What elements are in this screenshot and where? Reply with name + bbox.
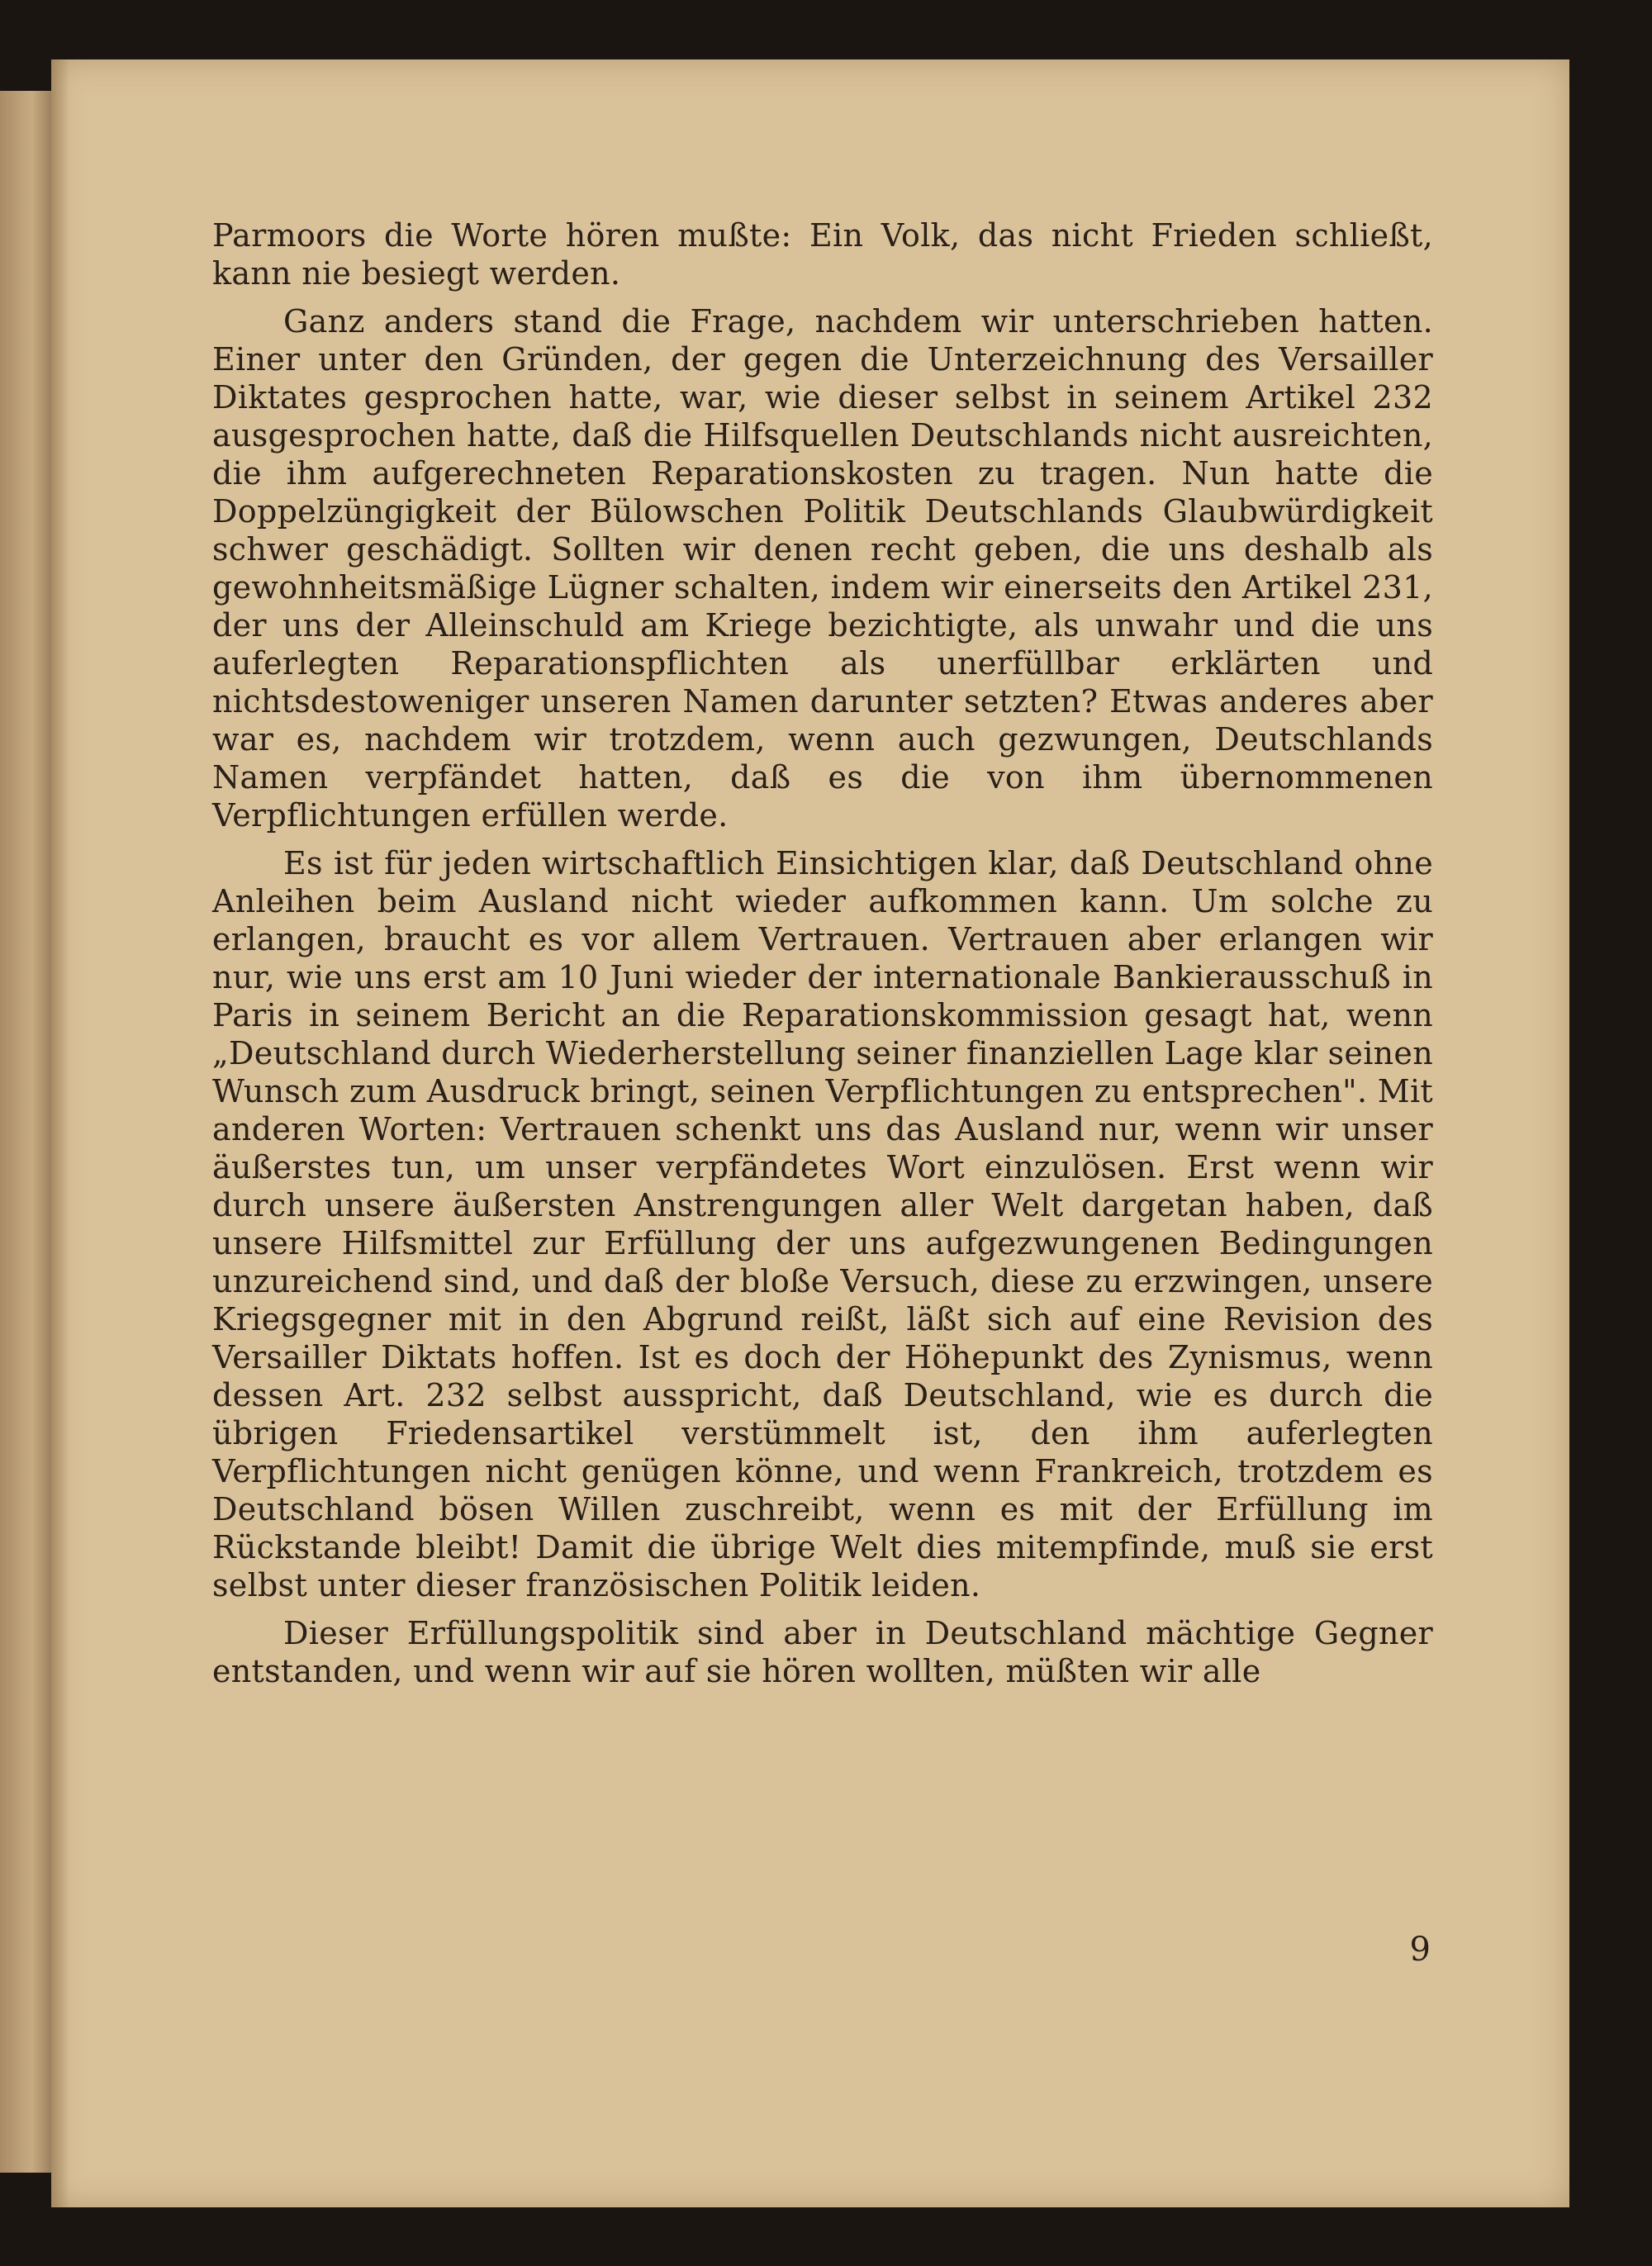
book-spine <box>0 91 58 2173</box>
paragraph: Es ist für jeden wirtschaftlich Einsichtigen klar, daß Deutschland ohne Anleihen beim Ausland nicht wieder aufkommen kann. Um solche zu erlangen, braucht es vor allem Vertrauen. Vertrauen aber erlangen wir nur, wie uns erst am 10 Juni wieder der internationale Bankierausschuß in Paris in seinem Bericht an die Reparationskommission gesagt hat, wenn „Deutschland durch Wiederherstellung seiner finanziellen Lage klar seinen Wunsch zum Ausdruck bringt, seinen Verpflichtungen zu entsprechen". Mit anderen Worten: Vertrauen schenkt uns das Ausland nur, wenn wir unser äußerstes tun, um unser verpfändetes Wort einzulösen. Erst wenn wir durch unsere äußersten Anstrengungen aller Welt dargetan haben, daß unsere Hilfsmittel zur Erfüllung der uns aufgezwungenen Bedingungen unzureichend sind, und daß der bloße Versuch, diese zu erzwingen, unsere Kriegsgegner mit in den Abgrund reißt, läßt sich auf eine Revision des Versailler Diktats hoffen. Ist es doch der Höhepunkt des Zynismus, wenn dessen Art. 232 selbst ausspricht, daß Deutschland, wie es durch die übrigen Friedensartikel verstümmelt ist, den ihm auferlegten Verpflichtungen nicht genügen könne, und wenn Frankreich, trotzdem es Deutschland bösen Willen zuschreibt, wenn es mit der Erfüllung im Rückstande bleibt! Damit die übrige Welt dies mitempfinde, muß sie erst selbst unter dieser französischen Politik leiden. <box>212 845 1433 1603</box>
body-text <box>212 216 1433 1700</box>
book-page <box>51 59 1569 2207</box>
paragraph-continuation: Parmoors die Worte hören mußte: Ein Volk, das nicht Frieden schließt, kann nie besiegt werden. <box>212 217 1433 292</box>
page-number: 9 <box>1409 1931 1431 1969</box>
paragraph: Ganz anders stand die Frage, nachdem wir unterschrieben hatten. Einer unter den Gründen, der gegen die Unterzeichnung des Versailler Diktates gesprochen hatte, war, wie dieser selbst in seinem Artikel 232 ausgesprochen hatte, daß die Hilfsquellen Deutschlands nicht ausreichten, die ihm aufgerechneten Reparationskosten zu tragen. Nun hatte die Doppelzüngigkeit der Bülowschen Politik Deutschlands Glaubwürdigkeit schwer geschädigt. Sollten wir denen recht geben, die uns deshalb als gewohnheitsmäßige Lügner schalten, indem wir einerseits den Artikel 231, der uns der Alleinschuld am Kriege bezichtigte, als unwahr und die uns auferlegten Reparationspflichten als unerfüllbar erklärten und nichtsdestoweniger unseren Namen darunter setzten? Etwas anderes aber war es, nachdem wir trotzdem, wenn auch gezwungen, Deutschlands Namen verpfändet hatten, daß es die von ihm übernommenen Verpflichtungen erfüllen werde. <box>212 303 1433 834</box>
paragraph: Dieser Erfüllungspolitik sind aber in Deutschland mächtige Gegner entstanden, und wenn wir auf sie hören wollten, müßten wir alle <box>212 1615 1433 1689</box>
